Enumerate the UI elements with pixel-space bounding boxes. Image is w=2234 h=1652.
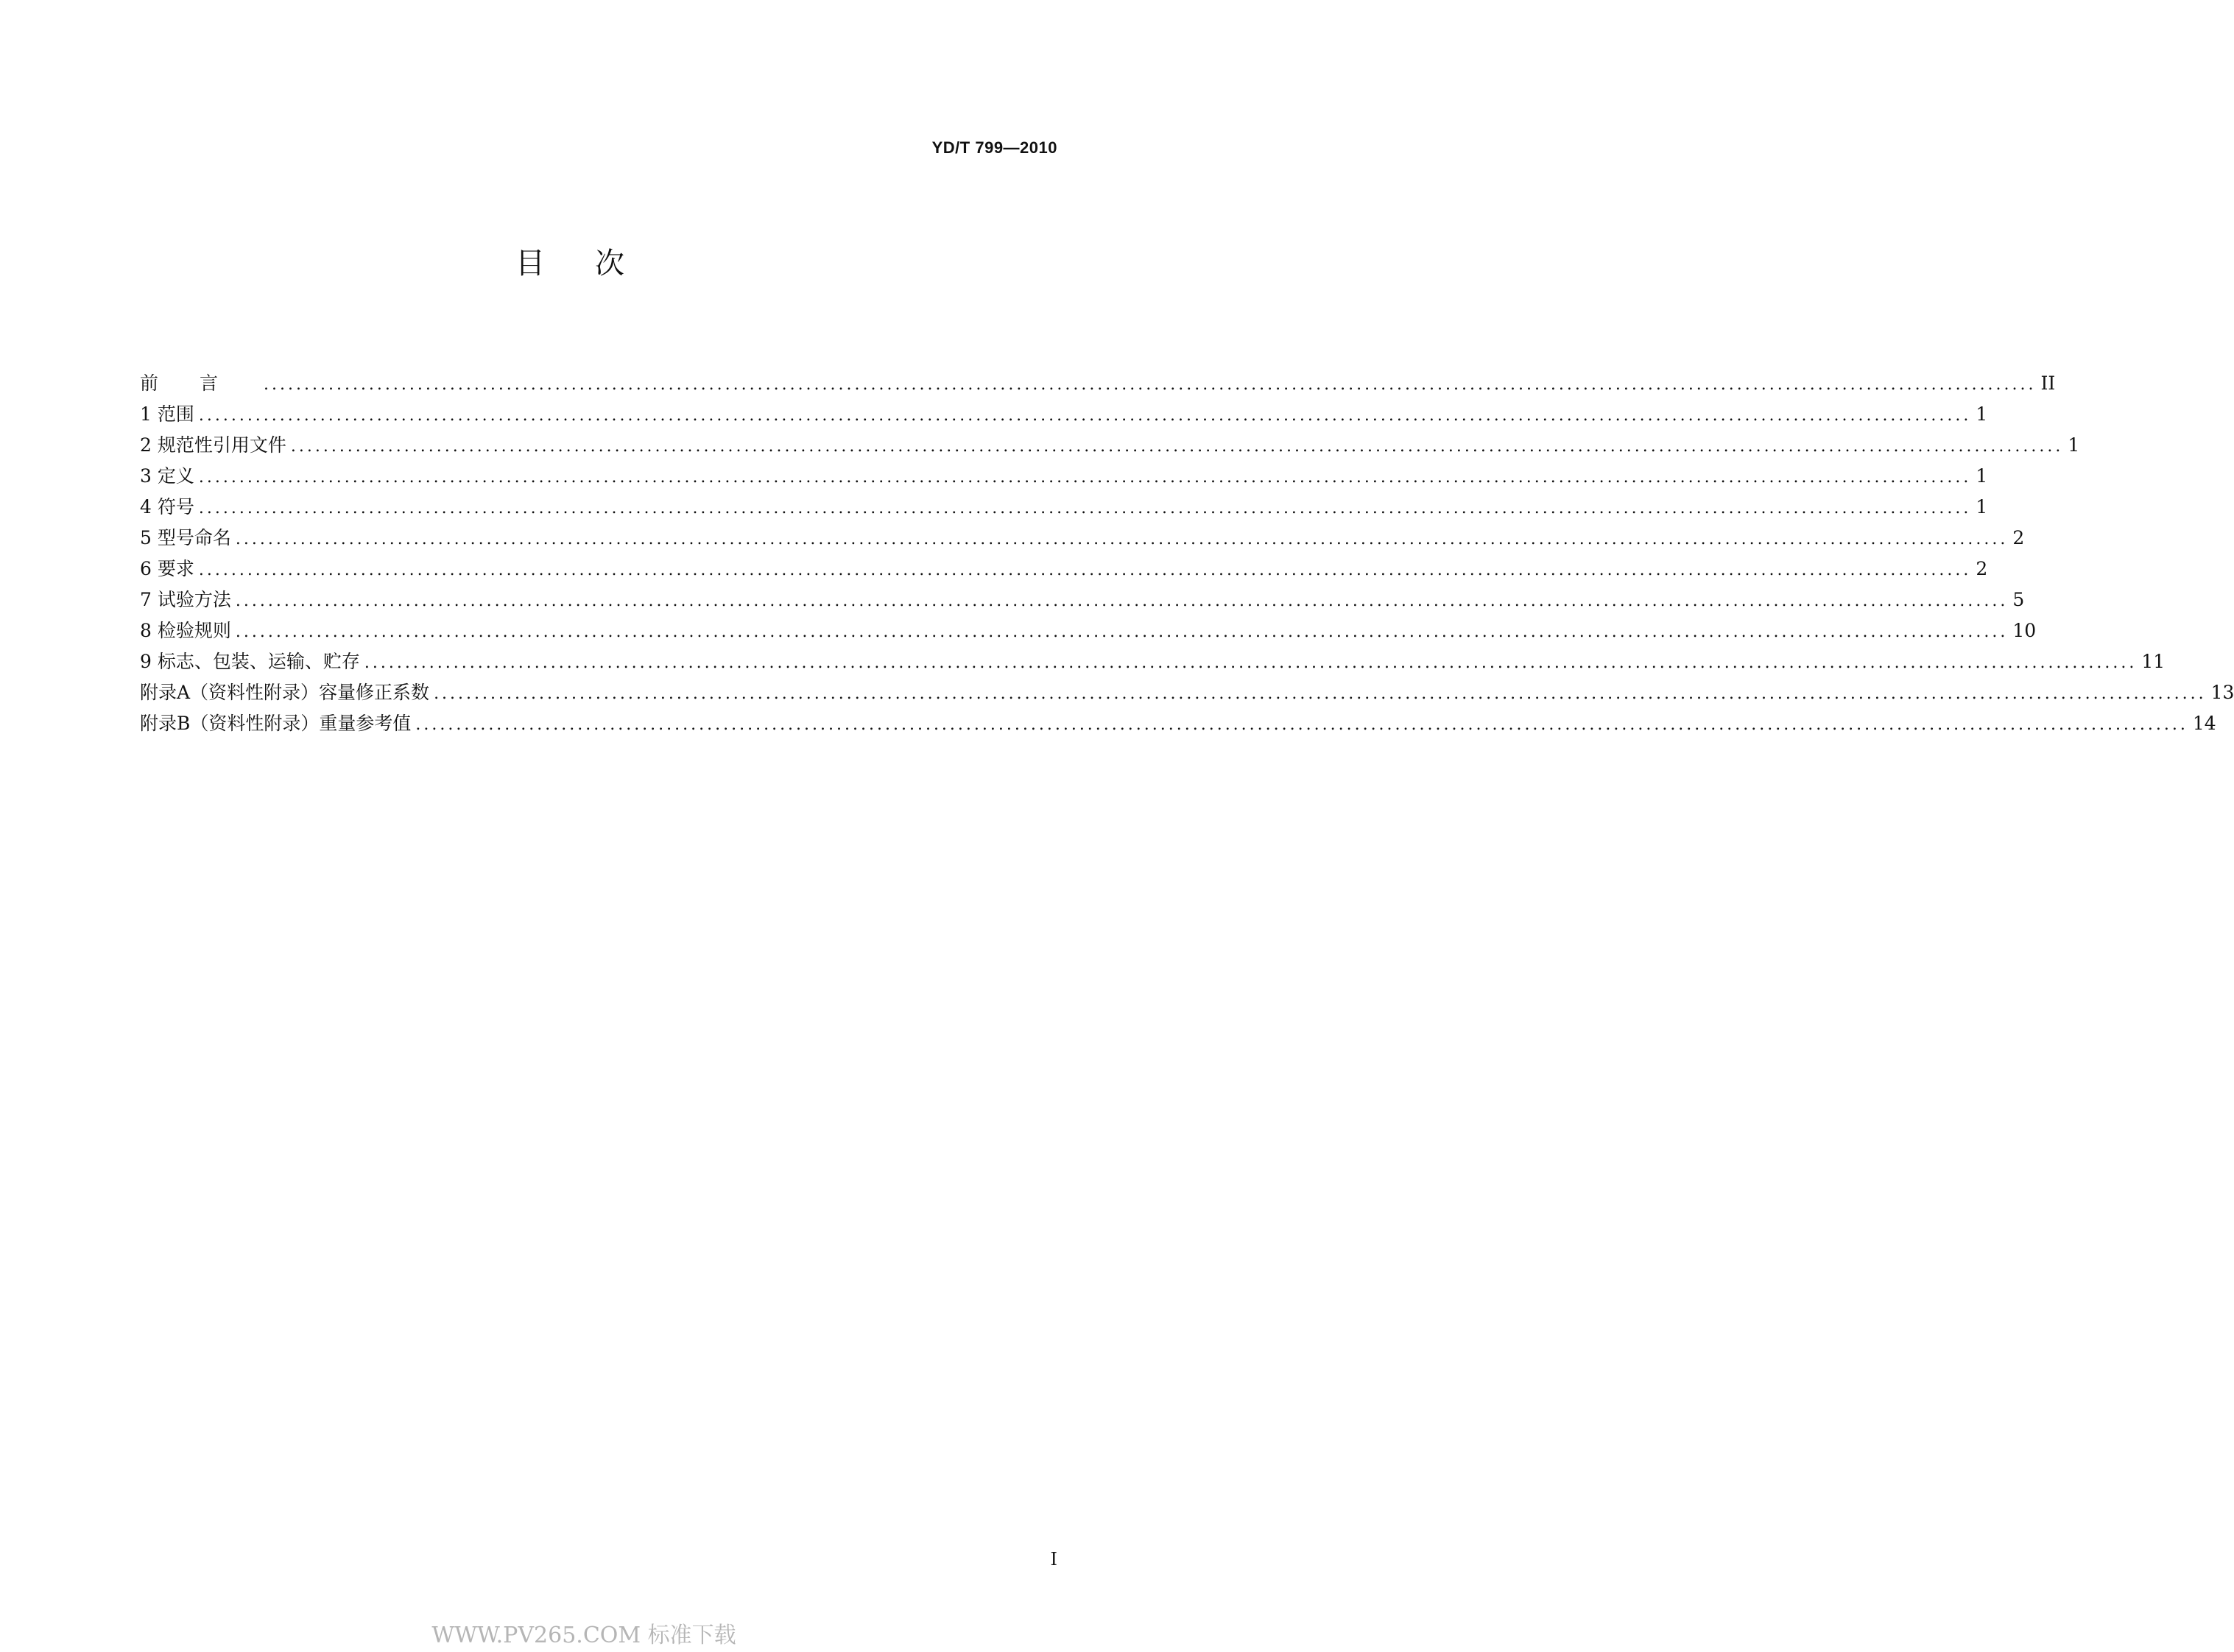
toc-entry-page: 14 xyxy=(2192,713,2216,734)
toc-entry-label: 7 试验方法 xyxy=(140,589,231,610)
toc-entry-label: 附录A（资料性附录）容量修正系数 xyxy=(140,682,430,703)
dot-leader: ........................................................................................................................................................................................................................... xyxy=(198,499,1972,518)
dot-leader: ........................................................................................................................................................................................................................... xyxy=(264,375,2037,394)
toc-entry-label: 3 定义 xyxy=(140,465,194,487)
toc-entry-page: 1 xyxy=(2068,434,2080,456)
toc-entry-label: 1 范围 xyxy=(140,403,194,425)
toc-entry-model-naming[interactable] xyxy=(140,523,2025,554)
dot-leader: ........................................................................................................................................................................................................................... xyxy=(235,592,2009,610)
dot-leader: ........................................................................................................................................................................................................................... xyxy=(415,716,2188,734)
toc-entry-normative-references[interactable] xyxy=(140,430,2080,461)
toc-entry-page: 5 xyxy=(2012,589,2025,610)
watermark: WWW.PV265.COM 标准下载 xyxy=(431,1623,736,1648)
toc-entry-label: 2 规范性引用文件 xyxy=(140,434,286,456)
toc-entry-label: 前言 xyxy=(140,373,260,394)
toc-entry-page: 1 xyxy=(1976,496,1988,518)
dot-leader: ........................................................................................................................................................................................................................... xyxy=(235,623,2009,641)
toc-entry-marking-packaging[interactable] xyxy=(140,646,2166,677)
standard-code: YD/T 799—2010 xyxy=(931,138,1057,157)
toc-entry-appendix-b[interactable] xyxy=(140,708,2216,739)
dot-leader: ........................................................................................................................................................................................................................... xyxy=(235,530,2009,548)
toc-entry-definitions[interactable] xyxy=(140,461,1988,492)
page-number: I xyxy=(1050,1549,1057,1570)
table-of-contents xyxy=(140,368,2234,739)
toc-entry-label: 8 检验规则 xyxy=(140,620,231,641)
toc-entry-page: 2 xyxy=(1976,558,1988,579)
toc-entry-requirements[interactable] xyxy=(140,554,1988,585)
toc-entry-label: 附录B（资料性附录）重量参考值 xyxy=(140,713,412,734)
dot-leader: ........................................................................................................................................................................................................................... xyxy=(364,654,2138,672)
toc-entry-foreword[interactable] xyxy=(140,368,2056,399)
dot-leader: ........................................................................................................................................................................................................................... xyxy=(434,685,2207,703)
toc-entry-test-methods[interactable] xyxy=(140,585,2025,615)
toc-entry-appendix-a[interactable] xyxy=(140,677,2234,708)
dot-leader: ........................................................................................................................................................................................................................... xyxy=(290,437,2064,456)
toc-entry-page: 2 xyxy=(2012,527,2025,548)
toc-entry-page: II xyxy=(2040,373,2056,394)
dot-leader: ........................................................................................................................................................................................................................... xyxy=(198,406,1972,425)
dot-leader: ........................................................................................................................................................................................................................... xyxy=(198,561,1972,579)
toc-entry-page: 1 xyxy=(1976,403,1988,425)
toc-entry-page: 13 xyxy=(2210,682,2234,703)
toc-title: 目次 xyxy=(515,247,674,280)
toc-entry-label: 5 型号命名 xyxy=(140,527,231,548)
toc-entry-symbols[interactable] xyxy=(140,492,1988,523)
toc-entry-label: 9 标志、包装、运输、贮存 xyxy=(140,651,360,672)
dot-leader: ........................................................................................................................................................................................................................... xyxy=(198,468,1972,487)
toc-entry-page: 1 xyxy=(1976,465,1988,487)
toc-entry-inspection-rules[interactable] xyxy=(140,615,2037,646)
toc-entry-scope[interactable] xyxy=(140,399,1988,430)
toc-entry-label: 6 要求 xyxy=(140,558,194,579)
toc-entry-page: 10 xyxy=(2012,620,2037,641)
toc-entry-label: 4 符号 xyxy=(140,496,194,518)
toc-entry-page: 11 xyxy=(2141,651,2166,672)
